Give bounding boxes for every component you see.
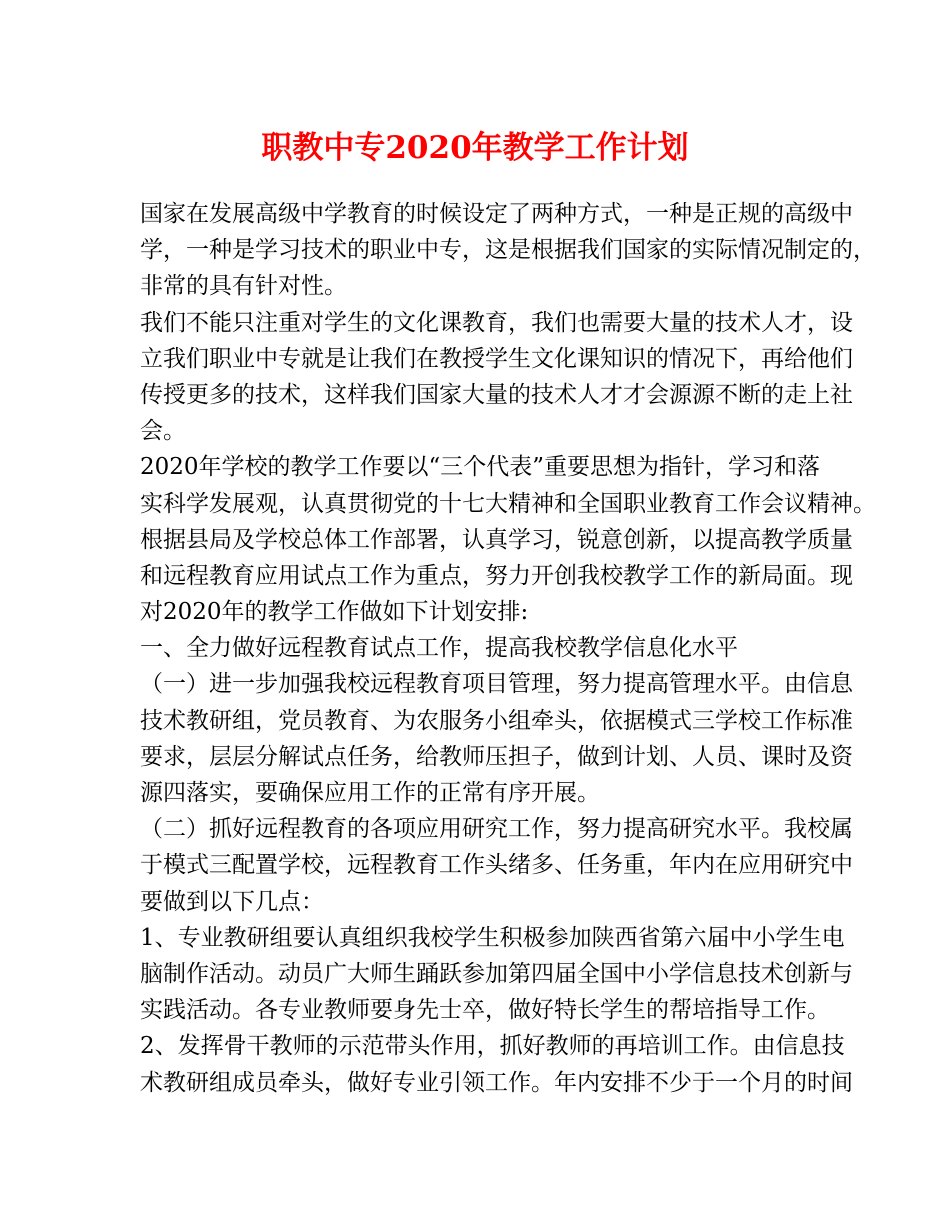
body-text-line: 会。 [140, 418, 186, 445]
body-text-line: 要求，层层分解试点任务，给教师压担子，做到计划、人员、课时及资 [140, 743, 853, 770]
body-text-line: 技术教研组，党员教育、为农服务小组牵头，依据模式三学校工作标准 [140, 707, 853, 734]
body-text-line: 国家在发展高级中学教育的时候设定了两种方式，一种是正规的高级中 [140, 201, 853, 227]
body-text-line: 和远程教育应用试点工作为重点，努力开创我校教学工作的新局面。现 [140, 562, 853, 589]
body-text-line: 2、发挥骨干教师的示范带头作用，抓好教师的再培训工作。由信息技 [140, 1033, 845, 1060]
body-text-line: （一）进一步加强我校远程教育项目管理，努力提高管理水平。由信息 [140, 671, 853, 698]
body-text-line: （二）抓好远程教育的各项应用研究工作，努力提高研究水平。我校属 [140, 816, 853, 843]
document-title: 职教中专2020年教学工作计划 [261, 130, 689, 166]
body-text-line: 根据县局及学校总体工作部署，认真学习，锐意创新，以提高教学质量 [140, 526, 853, 553]
body-text-line: 术教研组成员牵头，做好专业引领工作。年内安排不少于一个月的时间 [140, 1069, 853, 1096]
body-text-line: 一、全力做好远程教育试点工作，提高我校教学信息化水平 [140, 635, 738, 662]
body-text-line: 对2020年的教学工作做如下计划安排: [140, 599, 529, 626]
body-text-line: 传授更多的技术，这样我们国家大量的技术人才才会源源不断的走上社 [140, 381, 853, 408]
document-body [140, 196, 876, 1101]
body-text-line: 脑制作活动。动员广大师生踊跃参加第四届全国中小学信息技术创新与 [140, 960, 853, 987]
body-text-line: 1、专业教研组要认真组织我校学生积极参加陕西省第六届中小学生电 [140, 924, 845, 951]
body-text-line: 于模式三配置学校，远程教育工作头绪多、任务重，年内在应用研究中 [140, 852, 853, 879]
body-text-line: 立我们职业中专就是让我们在教授学生文化课知识的情况下，再给他们 [140, 345, 853, 372]
body-text-line: 学，一种是学习技术的职业中专，这是根据我们国家的实际情况制定的， [140, 237, 876, 264]
body-text-line: 我们不能只注重对学生的文化课教育，我们也需要大量的技术人才，设 [140, 309, 853, 336]
body-text-line: 2020年学校的教学工作要以“三个代表”重要思想为指针，学习和落 [140, 454, 821, 481]
body-text-line: 非常的具有针对性。 [140, 273, 347, 300]
body-text-line: 要做到以下几点： [140, 888, 324, 915]
body-text-line: 实科学发展观，认真贯彻党的十七大精神和全国职业教育工作会议精神。 [140, 490, 876, 517]
body-text-line: 源四落实，要确保应用工作的正常有序开展。 [140, 780, 600, 806]
body-text-line: 实践活动。各专业教师要身先士卒，做好特长学生的帮培指导工作。 [140, 997, 830, 1024]
